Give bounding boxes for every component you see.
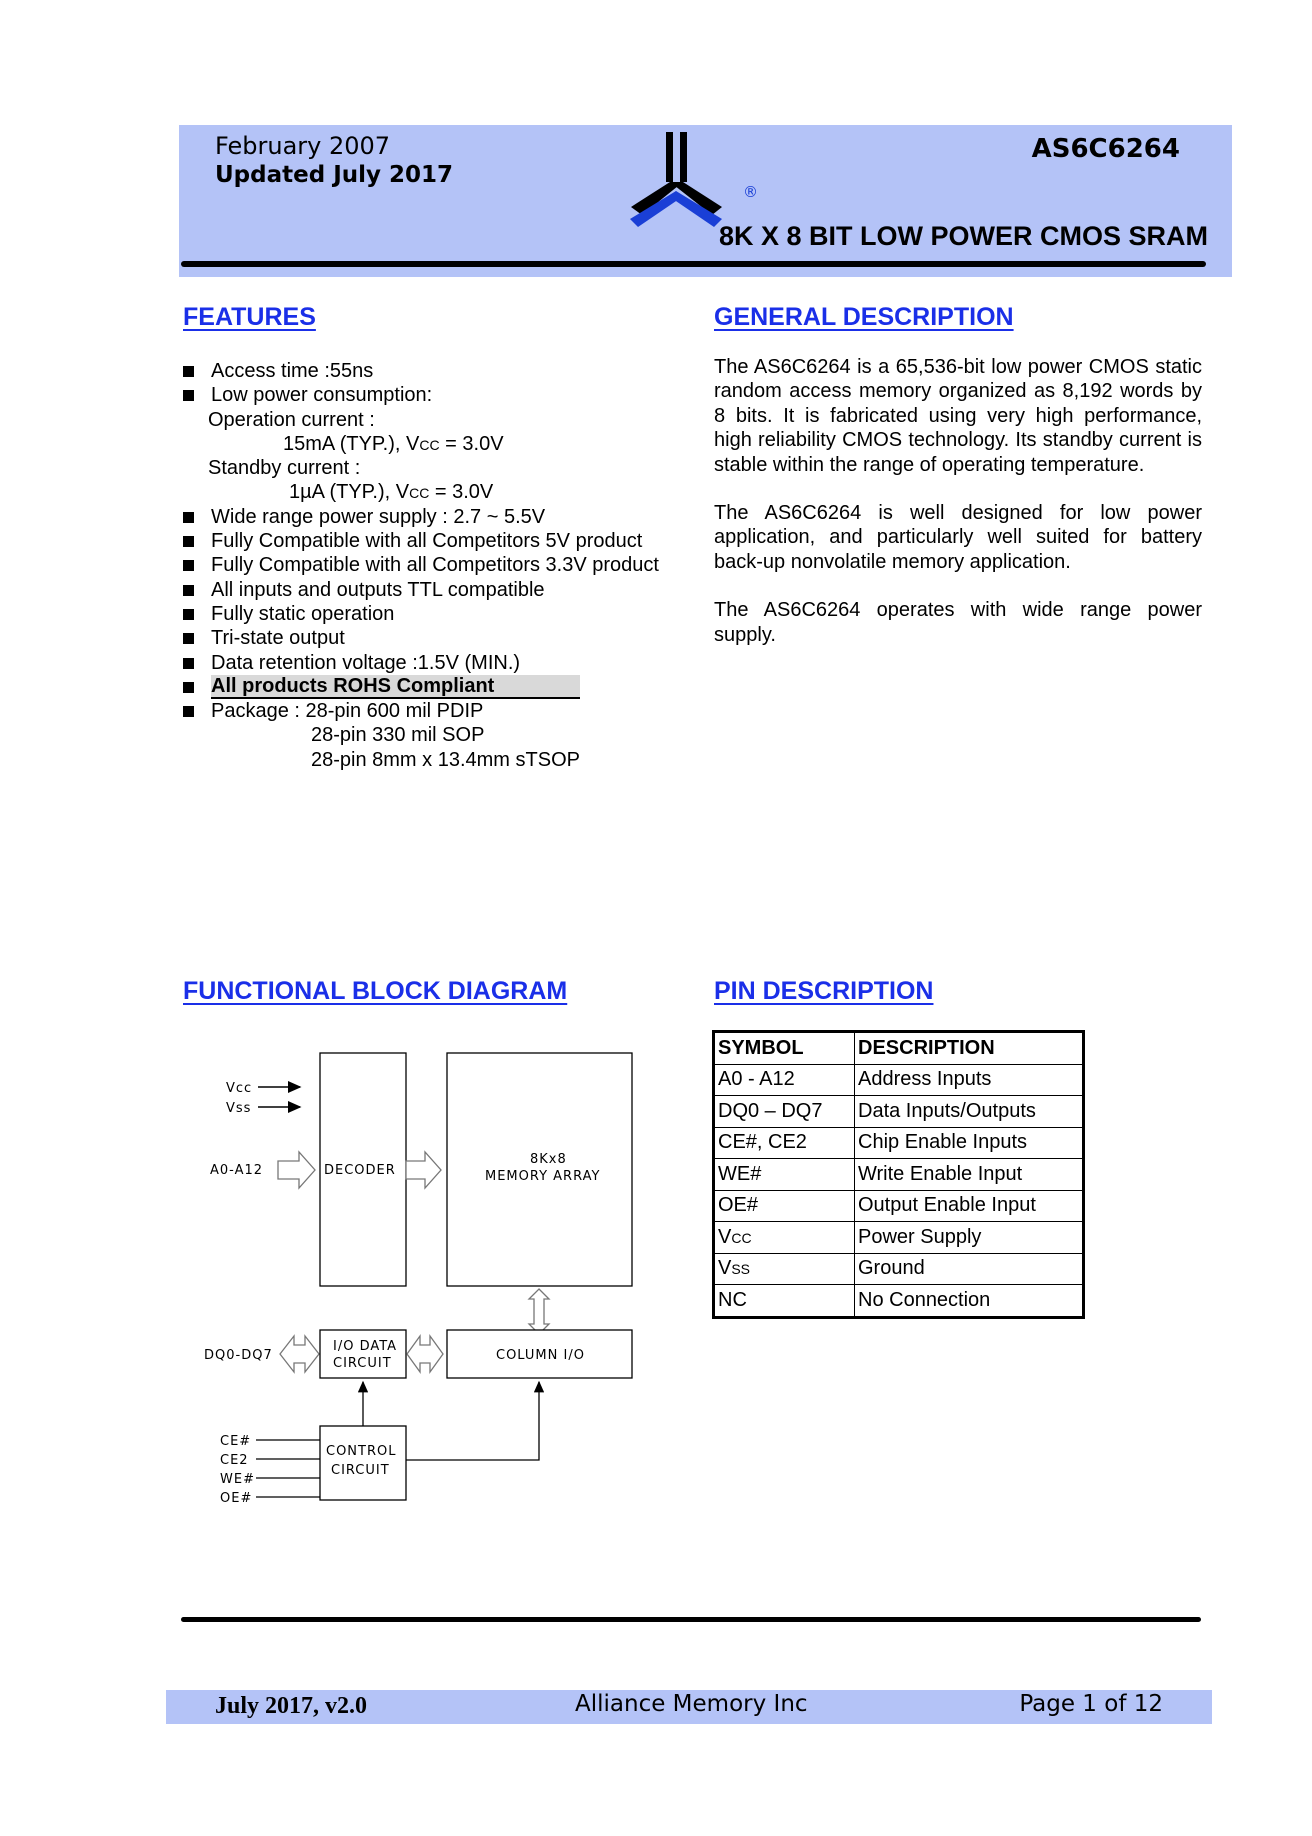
page-header: [179, 125, 1232, 277]
control-label-2: CIRCUIT: [331, 1463, 390, 1478]
standby-current-label: Standby current :: [208, 457, 361, 480]
standby-current-value: 1µA (TYP.), VCC = 3.0V: [289, 481, 494, 504]
pin-table: [712, 1030, 1085, 1319]
decoder-label: DECODER: [324, 1163, 396, 1178]
list-item: [183, 699, 703, 723]
address-label: A0-A12: [210, 1163, 264, 1178]
table-row: VSS Ground: [714, 1253, 1084, 1285]
column-header-symbol: SYMBOL: [714, 1032, 855, 1065]
column-header-description: DESCRIPTION: [855, 1032, 1084, 1065]
list-item: [183, 383, 703, 407]
feature-tristate: Tri-state output: [211, 627, 345, 650]
list-item: [183, 626, 703, 650]
general-description-heading: GENERAL DESCRIPTION: [714, 303, 1014, 331]
feature-package-sop: 28-pin 330 mil SOP: [311, 724, 485, 747]
header-date: February 2007: [215, 132, 391, 160]
table-row: CE#, CE2 Chip Enable Inputs: [714, 1127, 1084, 1159]
list-item: [183, 505, 703, 529]
feature-static: Fully static operation: [211, 602, 395, 625]
we-label: WE#: [220, 1472, 255, 1487]
feature-retention: Data retention voltage :1.5V (MIN.): [211, 651, 521, 674]
header-rule: [181, 261, 1206, 267]
table-row: DQ0 – DQ7 Data Inputs/Outputs: [714, 1096, 1084, 1128]
description-paragraph-2: The AS6C6264 is well designed for low power application, and particularly well suited for battery back-up nonvolatile memory application.: [714, 502, 1202, 573]
list-item: [183, 529, 703, 553]
document-subtitle: 8K X 8 BIT LOW POWER CMOS SRAM: [718, 221, 1208, 251]
vcc-label: Vcc: [226, 1081, 253, 1096]
list-item: [183, 602, 703, 626]
table-row: NC No Connection: [714, 1285, 1084, 1318]
list-item: [183, 359, 703, 383]
feature-compat-3v3: Fully Compatible with all Competitors 3.3V product: [211, 554, 659, 577]
list-item: [183, 651, 703, 675]
table-row: A0 - A12 Address Inputs: [714, 1064, 1084, 1096]
table-row: WE# Write Enable Input: [714, 1159, 1084, 1191]
general-description: [714, 355, 1202, 671]
io-label-1: I/O DATA: [333, 1339, 398, 1354]
pin-description-heading: PIN DESCRIPTION: [714, 977, 934, 1005]
page-footer: [166, 1690, 1212, 1724]
oe-label: OE#: [220, 1491, 253, 1506]
ce1-label: CE#: [220, 1434, 252, 1449]
features-list: [183, 359, 703, 772]
description-paragraph-1: The AS6C6264 is a 65,536-bit low power CMOS static random access memory organized as 8,192 words by 8 bits. It is fabricated using very high performance, high reliability CMOS technology. Its standby current is stable within the range of operating temperature.: [714, 356, 1202, 476]
part-number: AS6C6264: [1031, 134, 1180, 164]
feature-compat-5v: Fully Compatible with all Competitors 5V product: [211, 530, 643, 553]
operation-current-value: 15mA (TYP.), VCC = 3.0V: [283, 432, 504, 455]
ce2-label: CE2: [220, 1453, 249, 1468]
feature-wide-range: Wide range power supply : 2.7 ~ 5.5V: [211, 505, 546, 528]
footer-page-number: Page 1 of 12: [1019, 1691, 1163, 1717]
feature-access-time: Access time :55ns: [211, 360, 374, 382]
column-io-label: COLUMN I/O: [496, 1348, 585, 1363]
vss-label: Vss: [226, 1101, 252, 1116]
block-diagram-heading: FUNCTIONAL BLOCK DIAGRAM: [183, 977, 568, 1005]
feature-package-stsop: 28-pin 8mm x 13.4mm sTSOP: [311, 748, 580, 771]
table-header-row: [714, 1032, 1084, 1065]
list-item: [183, 675, 703, 699]
features-heading: FEATURES: [183, 303, 316, 331]
registered-mark: ®: [743, 183, 758, 201]
feature-package: Package : 28-pin 600 mil PDIP: [211, 700, 484, 723]
footer-rule: [181, 1617, 1201, 1622]
table-row: OE# Output Enable Input: [714, 1190, 1084, 1222]
array-size-label: 8Kx8: [530, 1152, 567, 1167]
feature-low-power: Low power consumption:: [211, 384, 433, 407]
table-row: VCC Power Supply: [714, 1222, 1084, 1254]
footer-company: Alliance Memory Inc: [575, 1691, 808, 1717]
dq-label: DQ0-DQ7: [204, 1348, 273, 1363]
description-paragraph-3: The AS6C6264 operates with wide range power supply.: [714, 599, 1202, 646]
header-updated: Updated July 2017: [215, 162, 454, 188]
control-label-1: CONTROL: [326, 1444, 397, 1459]
io-label-2: CIRCUIT: [333, 1356, 392, 1371]
footer-date-version: July 2017, v2.0: [215, 1693, 368, 1719]
list-item: [183, 553, 703, 577]
operation-current-label: Operation current :: [208, 408, 375, 431]
block-diagram: [190, 1040, 650, 1510]
array-label: MEMORY ARRAY: [485, 1169, 601, 1184]
feature-rohs: All products ROHS Compliant: [211, 675, 580, 699]
feature-ttl: All inputs and outputs TTL compatible: [211, 578, 545, 601]
list-item: [183, 578, 703, 602]
alliance-logo-icon: [620, 127, 740, 227]
